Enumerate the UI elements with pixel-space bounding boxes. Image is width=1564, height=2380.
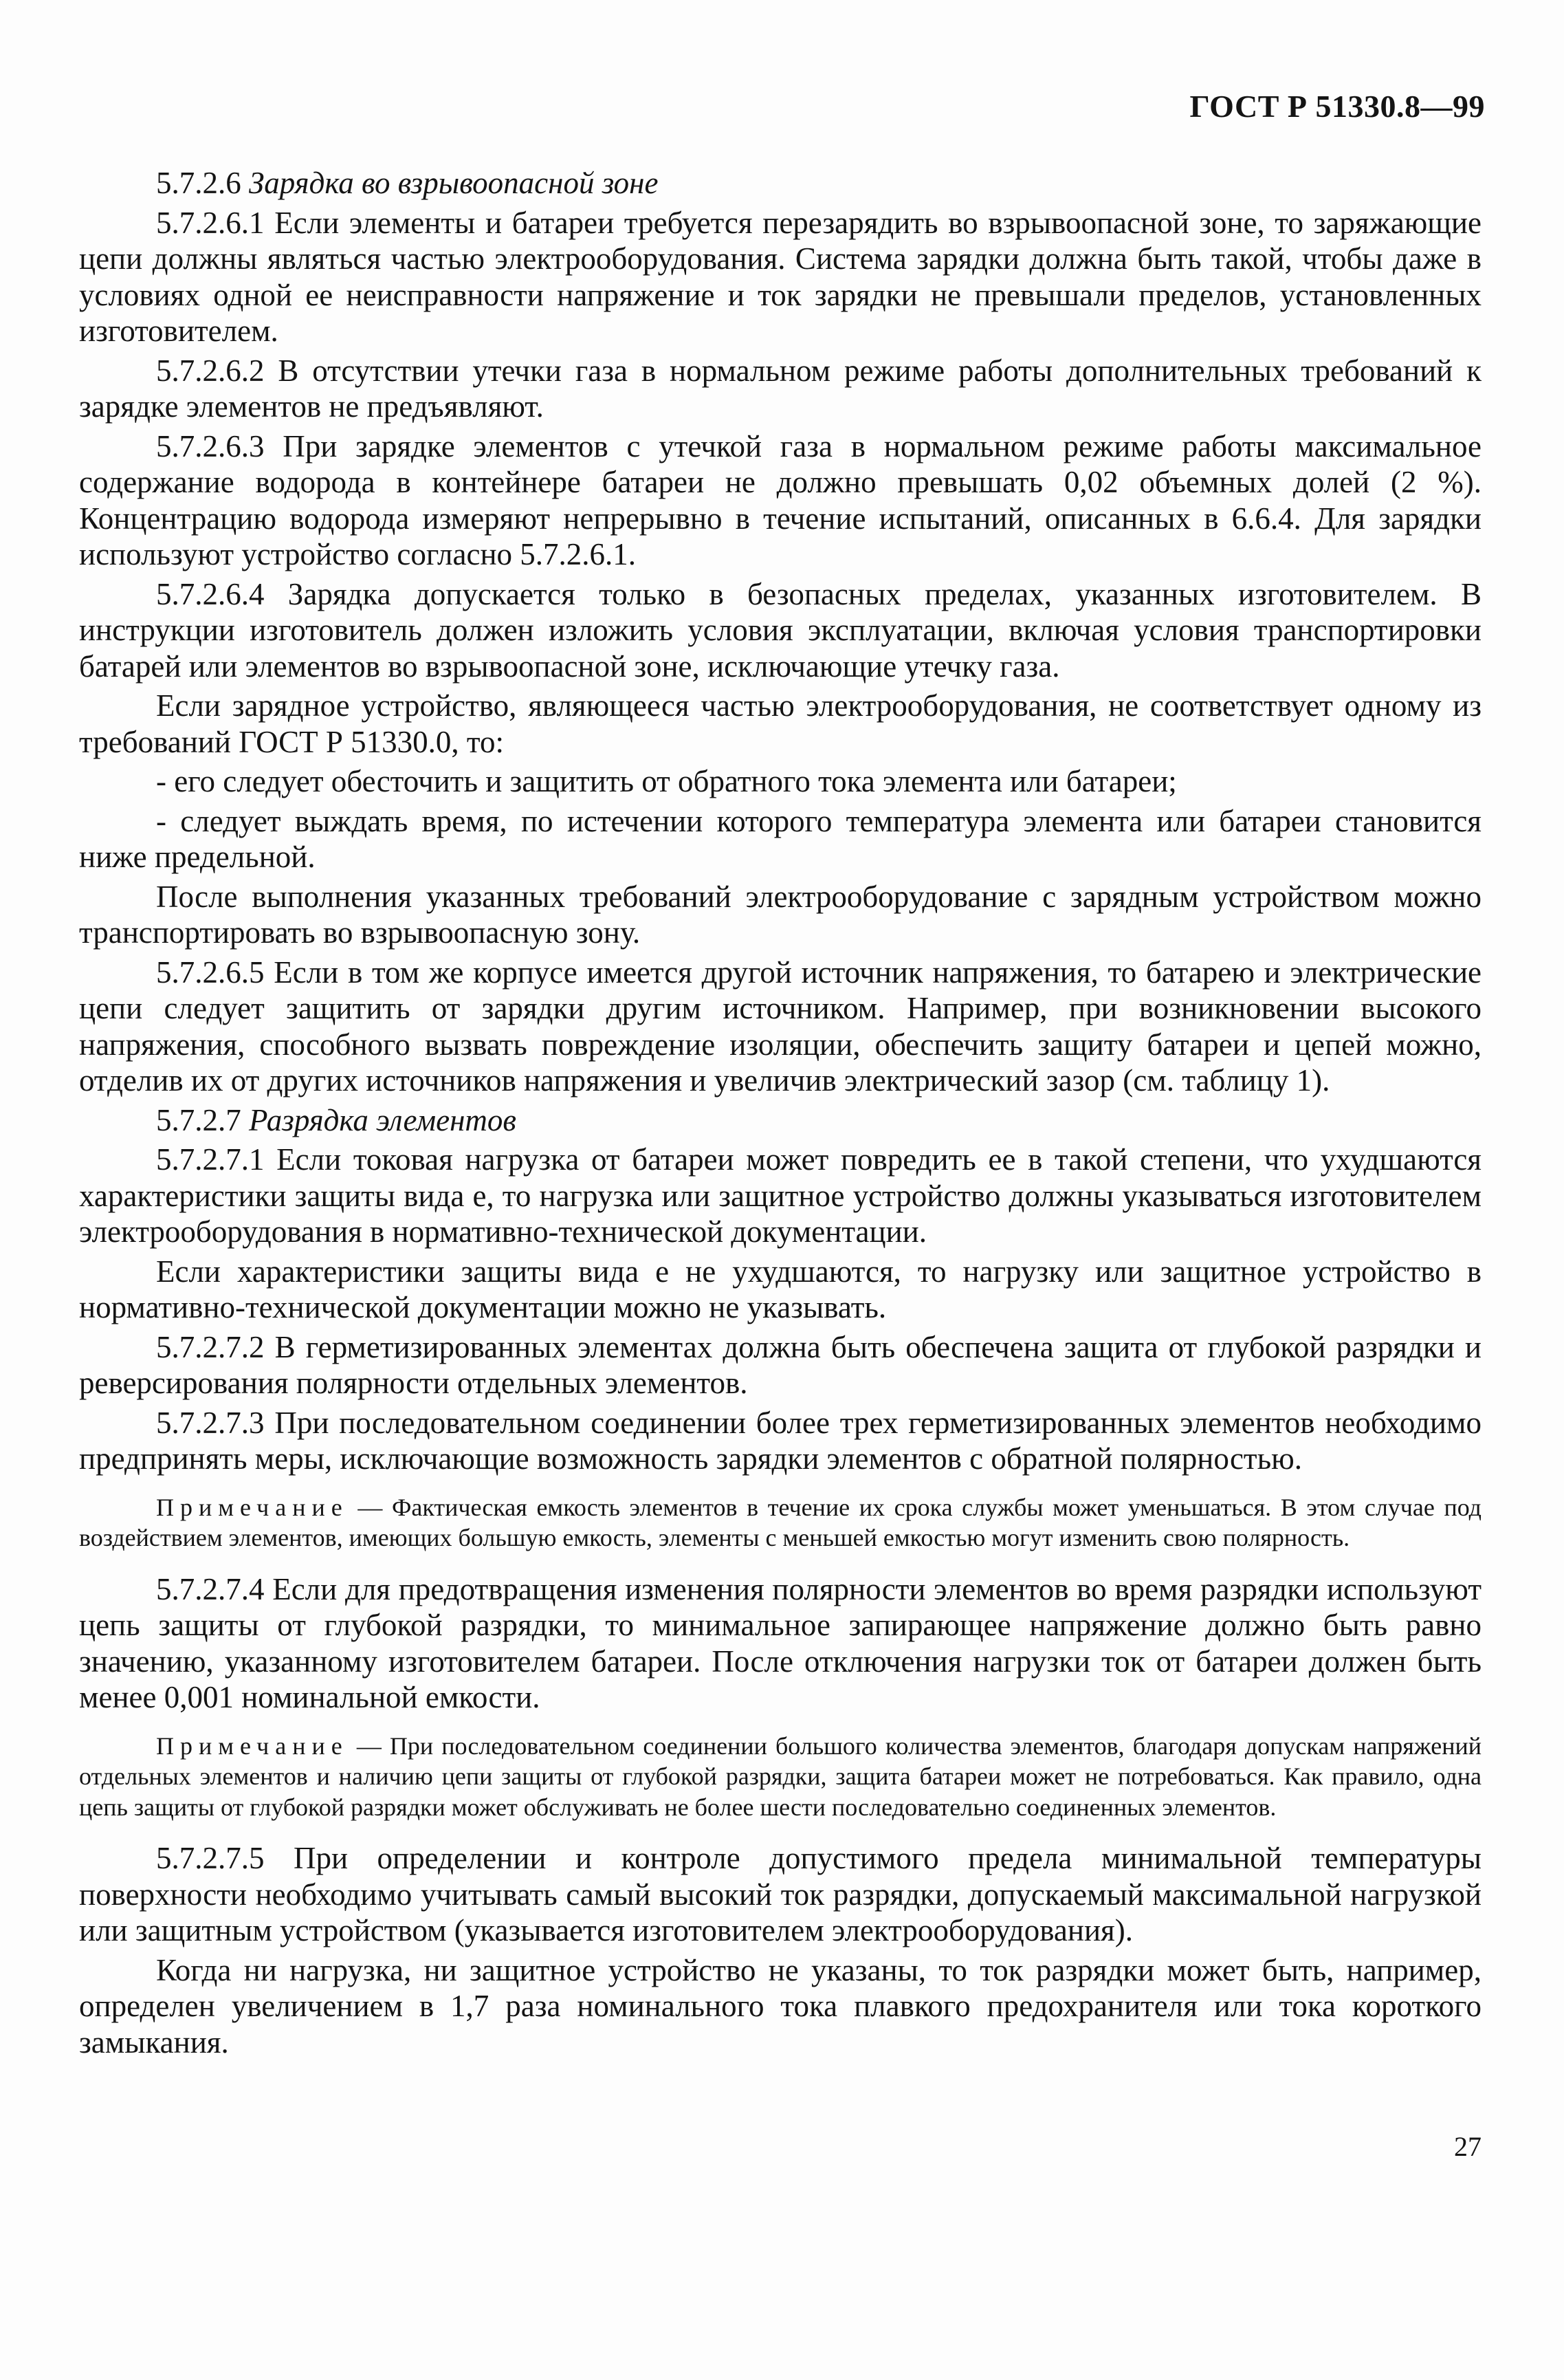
paragraph: Когда ни нагрузка, ни защитное устройство не указаны, то ток разрядки может быть, например, определен увеличением в 1,7 раза номинального тока плавкого предохранителя или тока короткого замыкания.	[79, 1952, 1482, 2060]
paragraph: 5.7.2.7.1 Если токовая нагрузка от батареи может повредить ее в такой степени, что ухудшаются характеристики защиты вида e, то нагрузка или защитное устройство должны указываться изготовителем электрооборудования в нормативно-технической документации.	[79, 1142, 1482, 1249]
note-label: Примечание	[156, 1493, 349, 1521]
paragraph: 5.7.2.7.3 При последовательном соединении более трех герметизированных элементов необходимо предпринять меры, исключающие возможность зарядки элементов с обратной полярностью.	[79, 1405, 1482, 1476]
paragraph: 5.7.2.7.2 В герметизированных элементах должна быть обеспечена защита от глубокой разрядки и реверсирования полярности отдельных элементов.	[79, 1329, 1482, 1400]
section-heading-5-7-2-7	[79, 1102, 1482, 1139]
paragraph: 5.7.2.6.1 Если элементы и батареи требуется перезарядить во взрывоопасной зоне, то заряжающие цепи должны являться частью электрооборудования. Система зарядки должна быть такой, чтобы даже в условиях одной ее неисправности напряжение и ток зарядки не превышали пределов, установленных изготовителем.	[79, 205, 1482, 348]
section-title: Разрядка элементов	[249, 1102, 516, 1137]
section-heading-5-7-2-6	[79, 165, 1482, 201]
note-text: — Фактическая емкость элементов в течение их срока службы может уменьшаться. В этом случае под воздействием элементов, имеющих большую емкость, элементы с меньшей емкостью могут изменить свою полярность.	[79, 1493, 1482, 1551]
paragraph: После выполнения указанных требований электрооборудование с зарядным устройством можно транспортировать во взрывоопасную зону.	[79, 879, 1482, 950]
section-number: 5.7.2.7	[156, 1102, 249, 1137]
paragraph: 5.7.2.6.3 При зарядке элементов с утечкой газа в нормальном режиме работы максимальное содержание водорода в контейнере батареи не должно превышать 0,02 объемных долей (2 %). Концентрацию водорода измеряют непрерывно в течение испытаний, описанных в 6.6.4. Для зарядки используют устройство согласно 5.7.2.6.1.	[79, 428, 1482, 571]
paragraph: 5.7.2.7.4 Если для предотвращения изменения полярности элементов во время разрядки используют цепь защиты от глубокой разрядки, то минимальное запирающее напряжение должно быть равно значению, указанному изготовителем батареи. После отключения нагрузки ток от батареи должен быть менее 0,001 номинальной емкости.	[79, 1571, 1482, 1714]
note-label: Примечание	[156, 1732, 349, 1760]
paragraph: 5.7.2.6.2 В отсутствии утечки газа в нормальном режиме работы дополнительных требований к зарядке элементов не предъявляют.	[79, 353, 1482, 424]
paragraph: Если зарядное устройство, являющееся частью электрооборудования, не соответствует одному из требований ГОСТ Р 51330.0, то:	[79, 688, 1482, 759]
list-item: - его следует обесточить и защитить от обратного тока элемента или батареи;	[156, 764, 1177, 798]
paragraph: Если характеристики защиты вида e не ухудшаются, то нагрузку или защитное устройство в нормативно-технической документации можно не указывать.	[79, 1254, 1482, 1324]
document-code-header: ГОСТ Р 51330.8—99	[1189, 89, 1485, 124]
paragraph: 5.7.2.7.5 При определении и контроле допустимого предела минимальной температуры поверхности необходимо учитывать самый высокий ток разрядки, допускаемый максимальной нагрузкой или защитным устройством (указывается изготовителем электрооборудования).	[79, 1841, 1482, 1947]
note-block	[79, 1731, 1482, 1823]
paragraph: 5.7.2.6.4 Зарядка допускается только в безопасных пределах, указанных изготовителем. В инструкции изготовитель должен изложить условия эксплуатации, включая условия транспортировки батарей или элементов во взрывоопасной зоне, исключающие утечку газа.	[79, 576, 1482, 684]
paragraph: 5.7.2.6.5 Если в том же корпусе имеется другой источник напряжения, то батарею и электрические цепи следует защитить от зарядки другим источником. Например, при возникновении высокого напряжения, способного вызвать повреждение изоляции, обеспечить защиту батареи и цепей можно, отделив их от других источников напряжения и увеличив электрический зазор (см. таблицу 1).	[79, 954, 1482, 1098]
page-number: 27	[1454, 2131, 1482, 2162]
list-item: - следует выждать время, по истечении которого температура элемента или батареи становится ниже предельной.	[79, 803, 1482, 874]
document-body	[79, 165, 1482, 2064]
section-number: 5.7.2.6	[156, 166, 249, 200]
note-block	[79, 1492, 1482, 1553]
note-text: — При последовательном соединении большого количества элементов, благодаря допускам напряжений отдельных элементов и наличию цепи защиты от глубокой разрядки, защита батареи может не потребоваться. Как правило, одна цепь защиты от глубокой разрядки может обслуживать не более шести последовательно соединенных элементов.	[79, 1732, 1482, 1821]
section-title: Зарядка во взрывоопасной зоне	[249, 166, 659, 200]
